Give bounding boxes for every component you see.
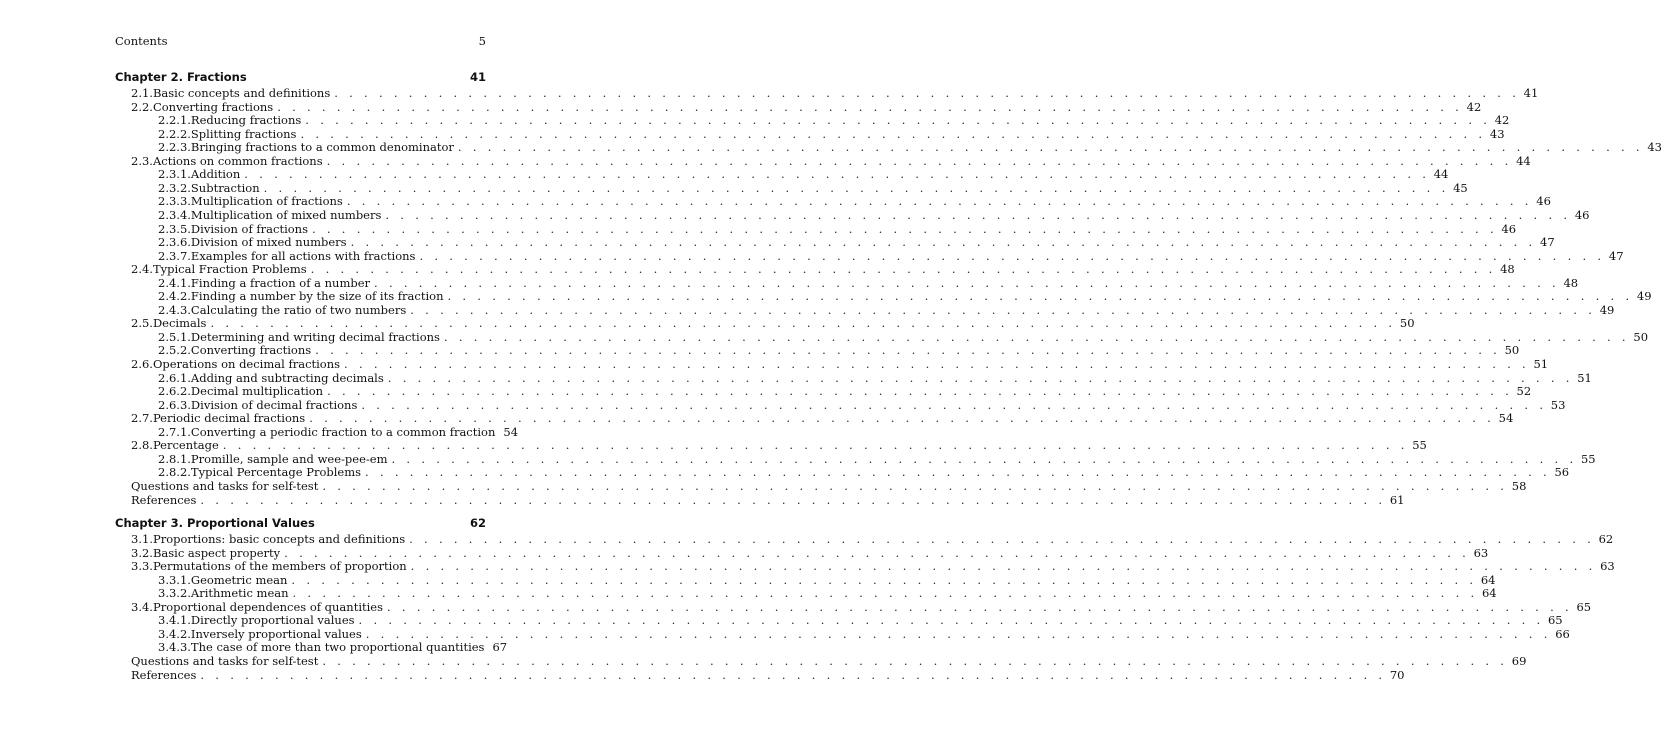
entry-number: 2.3.7.	[158, 248, 191, 263]
entry-number: 3.3.	[131, 559, 153, 574]
toc-entry[interactable]	[158, 289, 1652, 304]
dot-leader: . . . . . . . . . . . . . . . . . . . . . . . . . . . . . . . . . . . . . . . . . . . . . . . . . . . . . . . . . . . . . . . . . . . . . . . . . . . . . . . .	[305, 113, 1491, 128]
toc-entry[interactable]	[158, 167, 1449, 182]
entry-title: Examples for all actions with fractions	[190, 248, 416, 263]
toc-entry[interactable]	[158, 235, 1555, 250]
dot-leader: . . . . . . . . . . . . . . . . . . . . . . . . . . . . . . . . . . . . . . . . . . . . . . . . . . . . . . . . . . . . . . . . . . . . . . . . . . . . . . . .	[350, 235, 1537, 250]
dot-leader: . . . . . . . . . . . . . . . . . . . . . . . . . . . . . . . . . . . . . . . . . . . . . . . . . . . . . . . . . . . . . . . . . . . . . . . . . . . . . . . .	[365, 465, 1551, 480]
toc-entry[interactable]	[131, 86, 1539, 100]
entry-title: Periodic decimal fractions	[152, 411, 306, 426]
dot-leader: . . . . . . . . . . . . . . . . . . . . . . . . . . . . . . . . . . . . . . . . . . . . . . . . . . . . . . . . . . . . . . . . . . . . . . . . . . . . . . . .	[200, 492, 1386, 507]
entry-page: 47	[1540, 235, 1555, 250]
toc-entry[interactable]	[131, 316, 1415, 331]
entry-number: 2.5.2.	[158, 343, 191, 358]
entry-page: 61	[1389, 492, 1405, 507]
entry-page: 48	[1563, 275, 1579, 290]
entry-page: 45	[1453, 180, 1468, 195]
toc-entry[interactable]	[158, 343, 1520, 358]
entry-number: 2.2.1.	[158, 113, 191, 128]
toc-entry[interactable]	[158, 302, 1615, 317]
entry-page: 42	[1466, 99, 1482, 114]
dot-leader: . . . . . . . . . . . . . . . . . . . . . . . . . . . . . . . . . . . . . . . . . . . . . . . . . . . . . . . . . . . . . . . . . . . . . . . . . . . . . . . .	[210, 316, 1396, 331]
toc-entry[interactable]	[158, 397, 1566, 412]
entry-title: Permutations of the members of proportion	[152, 559, 407, 574]
chapter-page: 41	[469, 70, 486, 84]
dot-leader: . . . . . . . . . . . . . . . . . . . . . . . . . . . . . . . . . . . . . . . . . . . . . . . . . . . . . . . . . . . . . . . . . . . . . . . . . . . . . . . .	[300, 126, 1486, 141]
entry-number: 2.3.3.	[158, 194, 191, 209]
entry-title: Questions and tasks for self-test	[131, 653, 319, 668]
chapter-heading[interactable]	[115, 70, 486, 84]
dot-leader: . . . . . . . . . . . . . . . . . . . . . . . . . . . . . . . . . . . . . . . . . . . . . . . . . . . . . . . . . . . . . . . . . . . . . . . . . . . . . . . .	[311, 221, 1498, 236]
entry-page: 46	[1501, 221, 1517, 236]
page-number: 5	[478, 34, 486, 48]
dot-leader: . . . . . . . . . . . . . . . . . . . . . . . . . . . . . . . . . . . . . . . . . . . . . . . . . . . . . . . . . . . . . . . . . . . . . . . . . . . . . . . .	[200, 667, 1386, 682]
toc-entry[interactable]	[158, 113, 1510, 128]
dot-leader: . . . . . . . . . . . . . . . . . . . . . . . . . . . . . . . . . . . . . . . . . . . . . . . . . . . . . . . . . . . . . . . . . . . . . . . . . . . . . . . .	[263, 180, 1450, 195]
entry-number: 3.4.2.	[158, 626, 191, 641]
entry-title: Questions and tasks for self-test	[131, 478, 319, 493]
entry-page: 44	[1516, 153, 1531, 168]
entry-number: 2.4.2.	[158, 289, 191, 304]
entry-title: Multiplication of mixed numbers	[190, 207, 382, 222]
toc-entry[interactable]	[131, 438, 1427, 453]
entry-title: Converting a periodic fraction to a common fraction	[190, 424, 496, 439]
entry-number: 2.6.3.	[158, 397, 191, 412]
entry-title: Finding a number by the size of its fraction	[190, 289, 444, 304]
entry-page: 54	[1498, 411, 1514, 426]
toc-entry[interactable]	[158, 221, 1517, 236]
dot-leader: . . . . . . . . . . . . . . . . . . . . . . . . . . . . . . . . . . . . . . . . . . . . . . . . . . . . . . . . . . . . . . . . . . . . . . . . . . . . . . . .	[361, 397, 1547, 412]
entry-page: 43	[1489, 126, 1505, 141]
entry-page: 50	[1399, 316, 1415, 331]
dot-leader: . . . . . . . . . . . . . . . . . . . . . . . . . . . . . . . . . . . . . . . . . . . . . . . . . . . . . . . . . . . . . . . . . . . . . . . . . . . . . . . .	[244, 167, 1430, 182]
entry-page: 51	[1533, 357, 1549, 371]
entry-title: References	[131, 492, 197, 507]
entry-number: 2.3.4.	[158, 207, 191, 222]
entry-title: Calculating the ratio of two numbers	[190, 302, 407, 317]
dot-leader: . . . . . . . . . . . . . . . . . . . . . . . . . . . . . . . . . . . . . . . . . . . . . . . . . . . . . . . . . . . . . . . . . . . . . . . . . . . . . . . .	[326, 153, 1513, 168]
entry-title: Decimal multiplication	[190, 384, 324, 399]
page-header	[115, 34, 486, 50]
entry-title: Subtraction	[190, 180, 260, 195]
entry-number: 2.5.1.	[158, 329, 191, 344]
entry-title: Addition	[190, 167, 241, 182]
entry-number: 3.4.1.	[158, 613, 191, 628]
entry-page: 54	[503, 424, 519, 439]
toc-entry[interactable]	[158, 586, 1497, 601]
entry-page: 49	[1636, 289, 1652, 304]
dot-leader: . . . . . . . . . . . . . . . . . . . . . . . . . . . . . . . . . . . . . . . . . . . . . . . . . . . . . . . . . . . . . . . . . . . . . . . . . . . . . . . .	[443, 329, 1630, 344]
entry-number: 2.3.5.	[158, 221, 191, 236]
entry-page: 44	[1433, 167, 1449, 182]
entry-title: Basic concepts and definitions	[152, 86, 331, 100]
toc-entry[interactable]	[158, 329, 1649, 344]
dot-leader: . . . . . . . . . . . . . . . . . . . . . . . . . . . . . . . . . . . . . . . . . . . . . . . . . . . . . . . . . . . . . . . . . . . . . . . . . . . . . . . .	[419, 248, 1605, 263]
dot-leader: . . . . . . . . . . . . . . . . . . . . . . . . . . . . . . . . . . . . . . . . . . . . . . . . . . . . . . . . . . . . . . . . . . . . . . . . . . . . . . . .	[277, 99, 1463, 114]
entry-title: Adding and subtracting decimals	[190, 370, 384, 385]
toc-entry[interactable]	[131, 492, 1405, 507]
entry-title: Operations on decimal fractions	[152, 357, 341, 371]
dot-leader: . . . . . . . . . . . . . . . . . . . . . . . . . . . . . . . . . . . . . . . . . . . . . . . . . . . . . . . . . . . . . . . . . . . . . . . . . . . . . . . .	[374, 275, 1560, 290]
entry-page: 51	[1577, 370, 1592, 385]
chapter-title: Chapter 2. Fractions	[115, 70, 247, 84]
entry-page: 53	[1550, 397, 1566, 412]
entry-page: 70	[1389, 667, 1405, 682]
toc-entry[interactable]	[131, 667, 1405, 682]
toc-entry[interactable]	[158, 451, 1596, 466]
entry-title: Multiplication of fractions	[190, 194, 343, 209]
entry-title: Reducing fractions	[190, 113, 302, 128]
entry-page: 52	[1516, 384, 1532, 399]
entry-page: 46	[1574, 207, 1590, 222]
toc-entry[interactable]	[158, 207, 1590, 222]
entry-number: 3.4.	[131, 599, 153, 614]
entry-title: Finding a fraction of a number	[190, 275, 371, 290]
toc-entry[interactable]	[131, 599, 1592, 614]
dot-leader: . . . . . . . . . . . . . . . . . . . . . . . . . . . . . . . . . . . . . . . . . . . . . . . . . . . . . . . . . . . . . . . . . . . . . . . . . . . . . . . .	[391, 451, 1577, 466]
entry-page: 62	[1598, 532, 1614, 546]
entry-title: Converting fractions	[190, 343, 312, 358]
entry-title: References	[131, 667, 197, 682]
dot-leader: . . . . . . . . . . . . . . . . . . . . . . . . . . . . . . . . . . . . . . . . . . . . . . . . . . . . . . . . . . . . . . . . . . . . . . . . . . . . . . . .	[358, 613, 1544, 628]
entry-title: Typical Percentage Problems	[190, 465, 362, 480]
dot-leader: . . . . . . . . . . . . . . . . . . . . . . . . . . . . . . . . . . . . . . . . . . . . . . . . . . . . . . . . . . . . . . . . . . . . . . . . . . . . . . . .	[327, 384, 1513, 399]
toc-entry[interactable]	[131, 99, 1482, 114]
entry-number: 2.8.	[131, 438, 153, 453]
entry-page: 43	[1647, 140, 1662, 155]
dot-leader: . . . . . . . . . . . . . . . . . . . . . . . . . . . . . . . . . . . . . . . . . . . . . . . . . . . . . . . . . . . . . . . . . . . . . . . . . . . . . . . .	[291, 572, 1477, 587]
entry-page: 48	[1500, 262, 1515, 277]
entry-number: 3.3.1.	[158, 572, 191, 587]
dot-leader: . . . . . . . . . . . . . . . . . . . . . . . . . . . . . . . . . . . . . . . . . . . . . . . . . . . . . . . . . . . . . . . . . . . . . . . . . . . . . . . .	[410, 559, 1597, 574]
entry-page: 56	[1554, 465, 1570, 480]
entry-title: Decimals	[152, 316, 207, 331]
entry-number: 2.8.2.	[158, 465, 191, 480]
entry-number: 2.4.1.	[158, 275, 191, 290]
toc-entry[interactable]	[158, 640, 508, 655]
entry-page: 63	[1473, 545, 1489, 560]
entry-title: Division of fractions	[190, 221, 308, 236]
entry-number: 3.4.3.	[158, 640, 191, 655]
dot-leader: . . . . . . . . . . . . . . . . . . . . . . . . . . . . . . . . . . . . . . . . . . . . . . . . . . . . . . . . . . . . . . . . . . . . . . . . . . . . . . . .	[315, 343, 1501, 358]
toc-entry[interactable]	[131, 653, 1527, 668]
toc-entry[interactable]	[158, 248, 1624, 263]
entry-title: Bringing fractions to a common denominator	[190, 140, 454, 155]
dot-leader: . . . . . . . . . . . . . . . . . . . . . . . . . . . . . . . . . . . . . . . . . . . . . . . . . . . . . . . . . . . . . . . . . . . . . . . . . . . . . . . .	[385, 207, 1571, 222]
entry-title: Proportional dependences of quantities	[152, 599, 384, 614]
dot-leader: . . . . . . . . . . . . . . . . . . . . . . . . . . . . . . . . . . . . . . . . . . . . . . . . . . . . . . . . . . . . . . . . . . . . . . . . . . . . . . . .	[309, 411, 1495, 426]
toc-entry[interactable]	[131, 411, 1514, 426]
toc-entry[interactable]	[158, 370, 1592, 385]
entry-page: 65	[1547, 613, 1563, 628]
entry-title: Converting fractions	[152, 99, 274, 114]
toc-entry[interactable]	[158, 140, 1662, 155]
entry-number: 2.5.	[131, 316, 153, 331]
toc-entry[interactable]	[158, 626, 1570, 641]
entry-title: Division of decimal fractions	[190, 397, 358, 412]
dot-leader: . . . . . . . . . . . . . . . . . . . . . . . . . . . . . . . . . . . . . . . . . . . . . . . . . . . . . . . . . . . . . . . . . . . . . . . . . . . . . . . .	[322, 478, 1508, 493]
entry-number: 3.3.2.	[158, 586, 191, 601]
toc-entry[interactable]	[131, 357, 1549, 371]
entry-number: 2.3.6.	[158, 235, 191, 250]
entry-title: Directly proportional values	[190, 613, 355, 628]
entry-page: 63	[1600, 559, 1615, 574]
entry-title: Splitting fractions	[190, 126, 297, 141]
entry-title: Percentage	[152, 438, 219, 453]
entry-title: The case of more than two proportional quantities	[190, 640, 485, 655]
entry-number: 2.3.2.	[158, 180, 191, 195]
entry-page: 46	[1536, 194, 1551, 209]
entry-page: 64	[1480, 572, 1496, 587]
entry-page: 55	[1580, 451, 1596, 466]
entry-page: 64	[1481, 586, 1497, 601]
entry-page: 67	[492, 640, 508, 655]
entry-number: 2.6.	[131, 357, 153, 371]
toc-entry[interactable]	[158, 194, 1551, 209]
dot-leader: . . . . . . . . . . . . . . . . . . . . . . . . . . . . . . . . . . . . . . . . . . . . . . . . . . . . . . . . . . . . . . . . . . . . . . . . . . . . . . . .	[410, 302, 1596, 317]
entry-title: Arithmetic mean	[190, 586, 289, 601]
entry-number: 2.8.1.	[158, 451, 191, 466]
toc-entry[interactable]	[131, 153, 1531, 168]
entry-page: 50	[1633, 329, 1649, 344]
toc-entry[interactable]	[131, 262, 1515, 277]
entry-title: Basic aspect property	[152, 545, 281, 560]
dot-leader: . . . . . . . . . . . . . . . . . . . . . . . . . . . . . . . . . . . . . . . . . . . . . . . . . . . . . . . . . . . . . . . . . . . . . . . . . . . . . . . .	[310, 262, 1497, 277]
dot-leader: . . . . . . . . . . . . . . . . . . . . . . . . . . . . . . . . . . . . . . . . . . . . . . . . . . . . . . . . . . . . . . . . . . . . . . . . . . . . . . . .	[344, 357, 1530, 371]
entry-page: 58	[1511, 478, 1527, 493]
toc-entry[interactable]	[158, 275, 1579, 290]
dot-leader: . . . . . . . . . . . . . . . . . . . . . . . . . . . . . . . . . . . . . . . . . . . . . . . . . . . . . . . . . . . . . . . . . . . . . . . . . . . . . . . .	[409, 532, 1595, 546]
entry-number: 2.3.	[131, 153, 153, 168]
entry-page: 42	[1494, 113, 1510, 128]
toc-entry[interactable]	[158, 126, 1505, 141]
dot-leader: . . . . . . . . . . . . . . . . . . . . . . . . . . . . . . . . . . . . . . . . . . . . . . . . . . . . . . . . . . . . . . . . . . . . . . . . . . . . . . . .	[346, 194, 1533, 209]
entry-page: 69	[1511, 653, 1527, 668]
entry-number: 2.2.	[131, 99, 153, 114]
entry-page: 50	[1504, 343, 1520, 358]
dot-leader: . . . . . . . . . . . . . . . . . . . . . . . . . . . . . . . . . . . . . . . . . . . . . . . . . . . . . . . . . . . . . . . . . . . . . . . . . . . . . . . .	[284, 545, 1470, 560]
dot-leader: . . . . . . . . . . . . . . . . . . . . . . . . . . . . . . . . . . . . . . . . . . . . . . . . . . . . . . . . . . . . . . . . . . . . . . . . . . . . . . . .	[387, 370, 1574, 385]
dot-leader: . . . . . . . . . . . . . . . . . . . . . . . . . . . . . . . . . . . . . . . . . . . . . . . . . . . . . . . . . . . . . . . . . . . . . . . . . . . . . . . .	[334, 86, 1520, 100]
chapter-title: Chapter 3. Proportional Values	[115, 516, 315, 530]
entry-number: 2.3.1.	[158, 167, 191, 182]
entry-page: 41	[1523, 86, 1539, 100]
entry-page: 47	[1608, 248, 1624, 263]
entry-number: 2.4.3.	[158, 302, 191, 317]
entry-number: 2.4.	[131, 262, 153, 277]
entry-page: 49	[1599, 302, 1615, 317]
toc-entry[interactable]	[131, 545, 1489, 560]
toc-entry[interactable]	[158, 572, 1496, 587]
running-head: Contents	[115, 34, 168, 48]
entry-page: 65	[1576, 599, 1592, 614]
entry-title: Division of mixed numbers	[190, 235, 347, 250]
entry-number: 2.7.1.	[158, 424, 191, 439]
entry-title: Typical Fraction Problems	[152, 262, 307, 277]
toc-entry[interactable]	[158, 384, 1532, 399]
entry-number: 2.6.2.	[158, 384, 191, 399]
entry-page: 66	[1555, 626, 1570, 641]
entry-number: 2.1.	[131, 86, 153, 100]
dot-leader: . . . . . . . . . . . . . . . . . . . . . . . . . . . . . . . . . . . . . . . . . . . . . . . . . . . . . . . . . . . . . . . . . . . . . . . . . . . . . . . .	[457, 140, 1644, 155]
entry-number: 3.1.	[131, 532, 153, 546]
toc-entry[interactable]	[158, 465, 1570, 480]
chapter-page: 62	[469, 516, 486, 530]
entry-title: Geometric mean	[190, 572, 288, 587]
entry-title: Proportions: basic concepts and definitions	[152, 532, 406, 546]
toc-entry[interactable]	[131, 559, 1615, 574]
dot-leader: . . . . . . . . . . . . . . . . . . . . . . . . . . . . . . . . . . . . . . . . . . . . . . . . . . . . . . . . . . . . . . . . . . . . . . . . . . . . . . . .	[447, 289, 1633, 304]
entry-title: Actions on common fractions	[152, 153, 323, 168]
entry-number: 2.2.2.	[158, 126, 191, 141]
dot-leader: . . . . . . . . . . . . . . . . . . . . . . . . . . . . . . . . . . . . . . . . . . . . . . . . . . . . . . . . . . . . . . . . . . . . . . . . . . . . . . . .	[365, 626, 1552, 641]
entry-title: Promille, sample and wee-pee-em	[190, 451, 388, 466]
dot-leader: . . . . . . . . . . . . . . . . . . . . . . . . . . . . . . . . . . . . . . . . . . . . . . . . . . . . . . . . . . . . . . . . . . . . . . . . . . . . . . . .	[222, 438, 1409, 453]
toc-entry[interactable]	[158, 180, 1468, 195]
entry-title: Determining and writing decimal fractions	[190, 329, 440, 344]
dot-leader: . . . . . . . . . . . . . . . . . . . . . . . . . . . . . . . . . . . . . . . . . . . . . . . . . . . . . . . . . . . . . . . . . . . . . . . . . . . . . . . .	[387, 599, 1573, 614]
dot-leader: . . . . . . . . . . . . . . . . . . . . . . . . . . . . . . . . . . . . . . . . . . . . . . . . . . . . . . . . . . . . . . . . . . . . . . . . . . . . . . . .	[292, 586, 1478, 601]
dot-leader: . . . . . . . . . . . . . . . . . . . . . . . . . . . . . . . . . . . . . . . . . . . . . . . . . . . . . . . . . . . . . . . . . . . . . . . . . . . . . . . .	[322, 653, 1508, 668]
entry-page: 55	[1412, 438, 1427, 453]
toc-entry[interactable]	[131, 532, 1614, 546]
entry-number: 2.6.1.	[158, 370, 191, 385]
toc-entry[interactable]	[158, 424, 519, 439]
toc-entry[interactable]	[158, 613, 1563, 628]
entry-number: 2.7.	[131, 411, 153, 426]
toc-entry[interactable]	[131, 478, 1527, 493]
entry-number: 3.2.	[131, 545, 153, 560]
entry-title: Inversely proportional values	[190, 626, 362, 641]
entry-number: 2.2.3.	[158, 140, 191, 155]
chapter-heading[interactable]	[115, 516, 486, 530]
